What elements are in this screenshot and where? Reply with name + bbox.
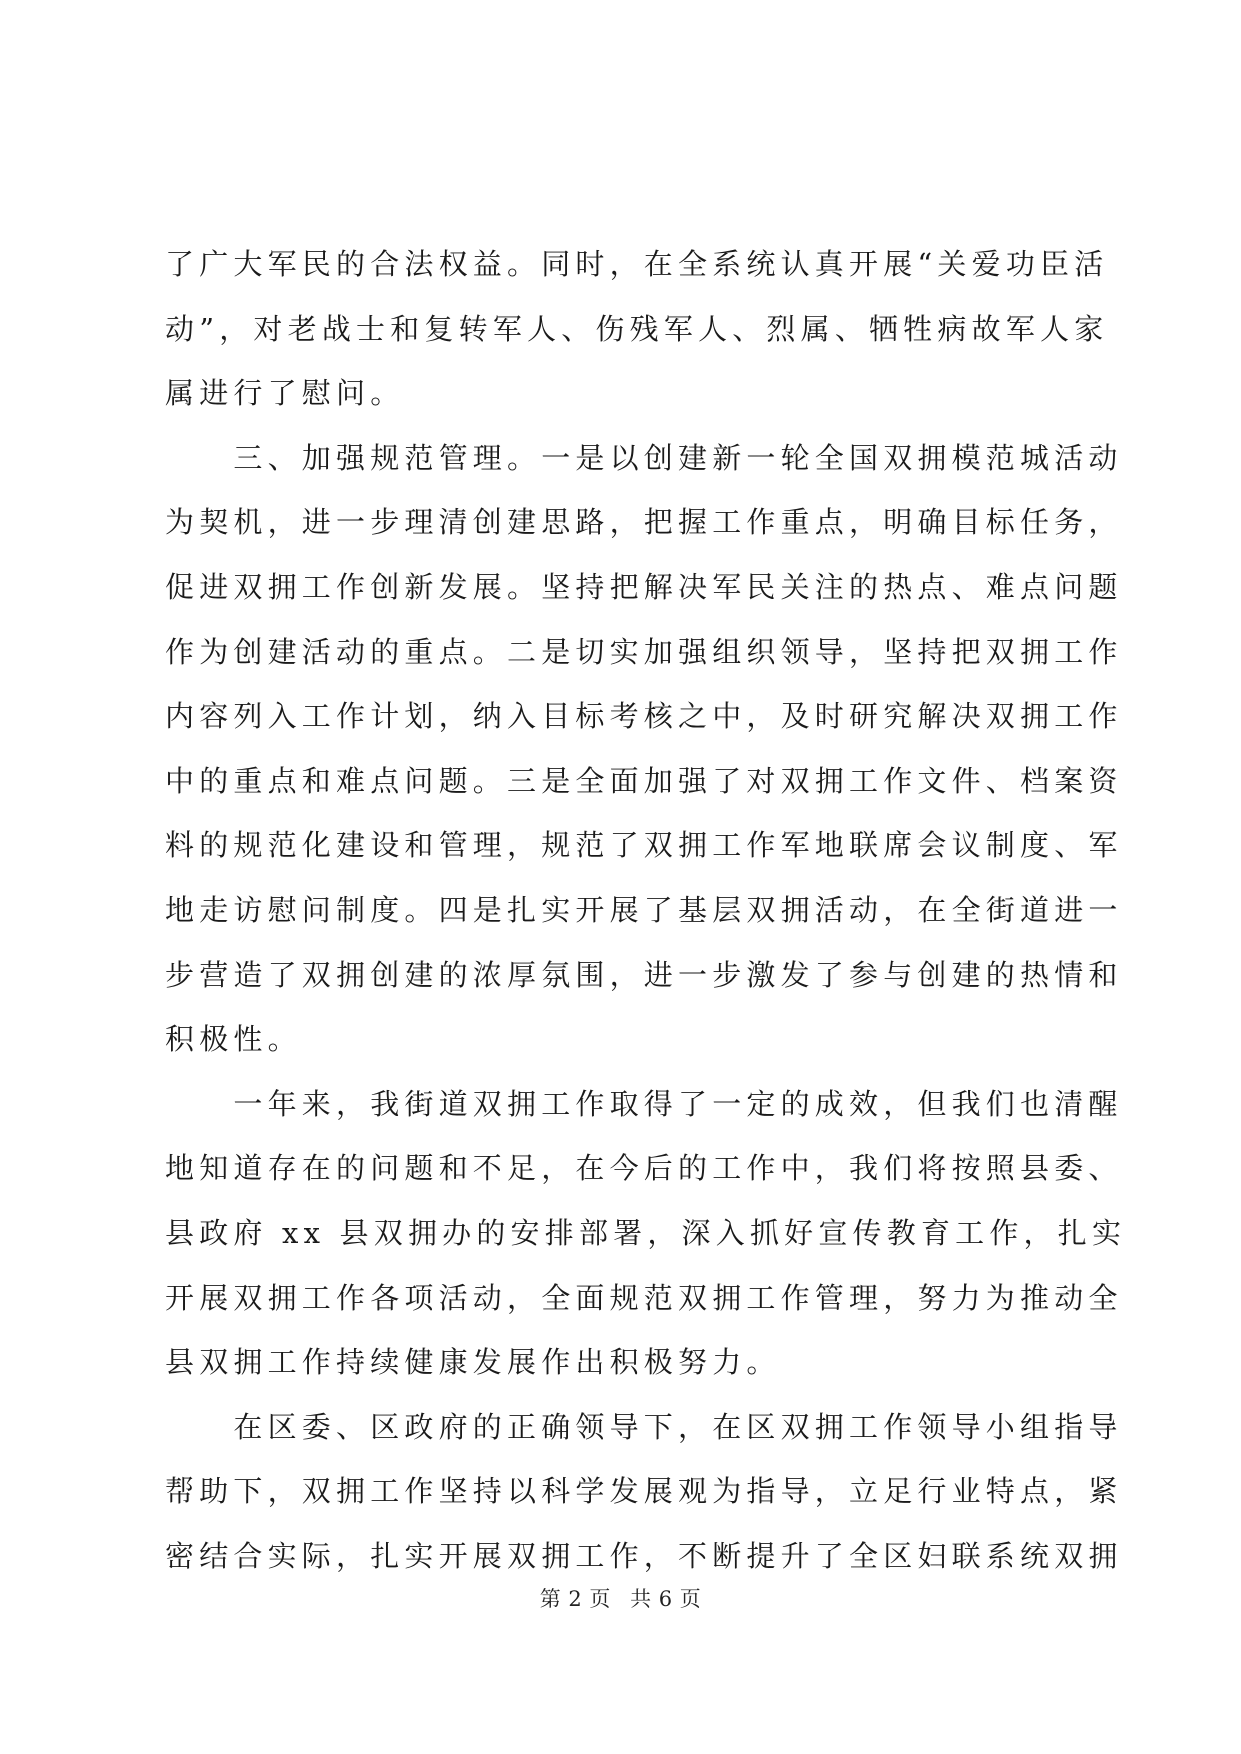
text-line: 在区委、区政府的正确领导下，在区双拥工作领导小组指导 <box>165 1409 1123 1444</box>
text-line: 地走访慰问制度。四是扎实开展了基层双拥活动，在全街道进一 <box>165 892 1123 927</box>
text-line: 内容列入工作计划，纳入目标考核之中，及时研究解决双拥工作 <box>165 699 1123 734</box>
text-line: 县双拥工作持续健康发展作出积极努力。 <box>165 1345 781 1380</box>
page-total: 共 6 页 <box>630 1587 702 1611</box>
text-line: 了广大军民的合法权益。同时，在全系统认真开展“关爱功臣活 <box>165 247 1109 281</box>
text-line: 一年来，我街道双拥工作取得了一定的成效，但我们也清醒 <box>165 1086 1123 1121</box>
text-line: 促进双拥工作创新发展。坚持把解决军民关注的热点、难点问题 <box>165 569 1123 604</box>
text-line: 密结合实际，扎实开展双拥工作，不断提升了全区妇联系统双拥 <box>165 1538 1123 1573</box>
text-line: 县政府 xx 县双拥办的安排部署，深入抓好宣传教育工作，扎实 <box>165 1215 1127 1250</box>
text-line: 为契机，进一步理清创建思路，把握工作重点，明确目标任务， <box>165 505 1123 540</box>
text-line: 地知道存在的问题和不足，在今后的工作中，我们将按照县委、 <box>165 1151 1123 1186</box>
text-line: 积极性。 <box>165 1022 302 1057</box>
page-number: 第 2 页 <box>539 1587 611 1611</box>
text-line: 开展双拥工作各项活动，全面规范双拥工作管理，努力为推动全 <box>165 1280 1123 1315</box>
text-line: 作为创建活动的重点。二是切实加强组织领导，坚持把双拥工作 <box>165 634 1123 669</box>
text-line: 中的重点和难点问题。三是全面加强了对双拥工作文件、档案资 <box>165 763 1123 798</box>
body-text <box>165 232 1127 1588</box>
text-line: 料的规范化建设和管理，规范了双拥工作军地联席会议制度、军 <box>165 828 1123 863</box>
text-line: 属进行了慰问。 <box>165 376 405 411</box>
page-footer <box>0 1584 1241 1614</box>
text-line: 步营造了双拥创建的浓厚氛围，进一步激发了参与创建的热情和 <box>165 957 1123 992</box>
text-line: 三、加强规范管理。一是以创建新一轮全国双拥模范城活动 <box>165 440 1123 475</box>
text-line: 动”，对老战士和复转军人、伤残军人、烈属、牺牲病故军人家 <box>165 311 1109 346</box>
text-line: 帮助下，双拥工作坚持以科学发展观为指导，立足行业特点，紧 <box>165 1474 1123 1509</box>
